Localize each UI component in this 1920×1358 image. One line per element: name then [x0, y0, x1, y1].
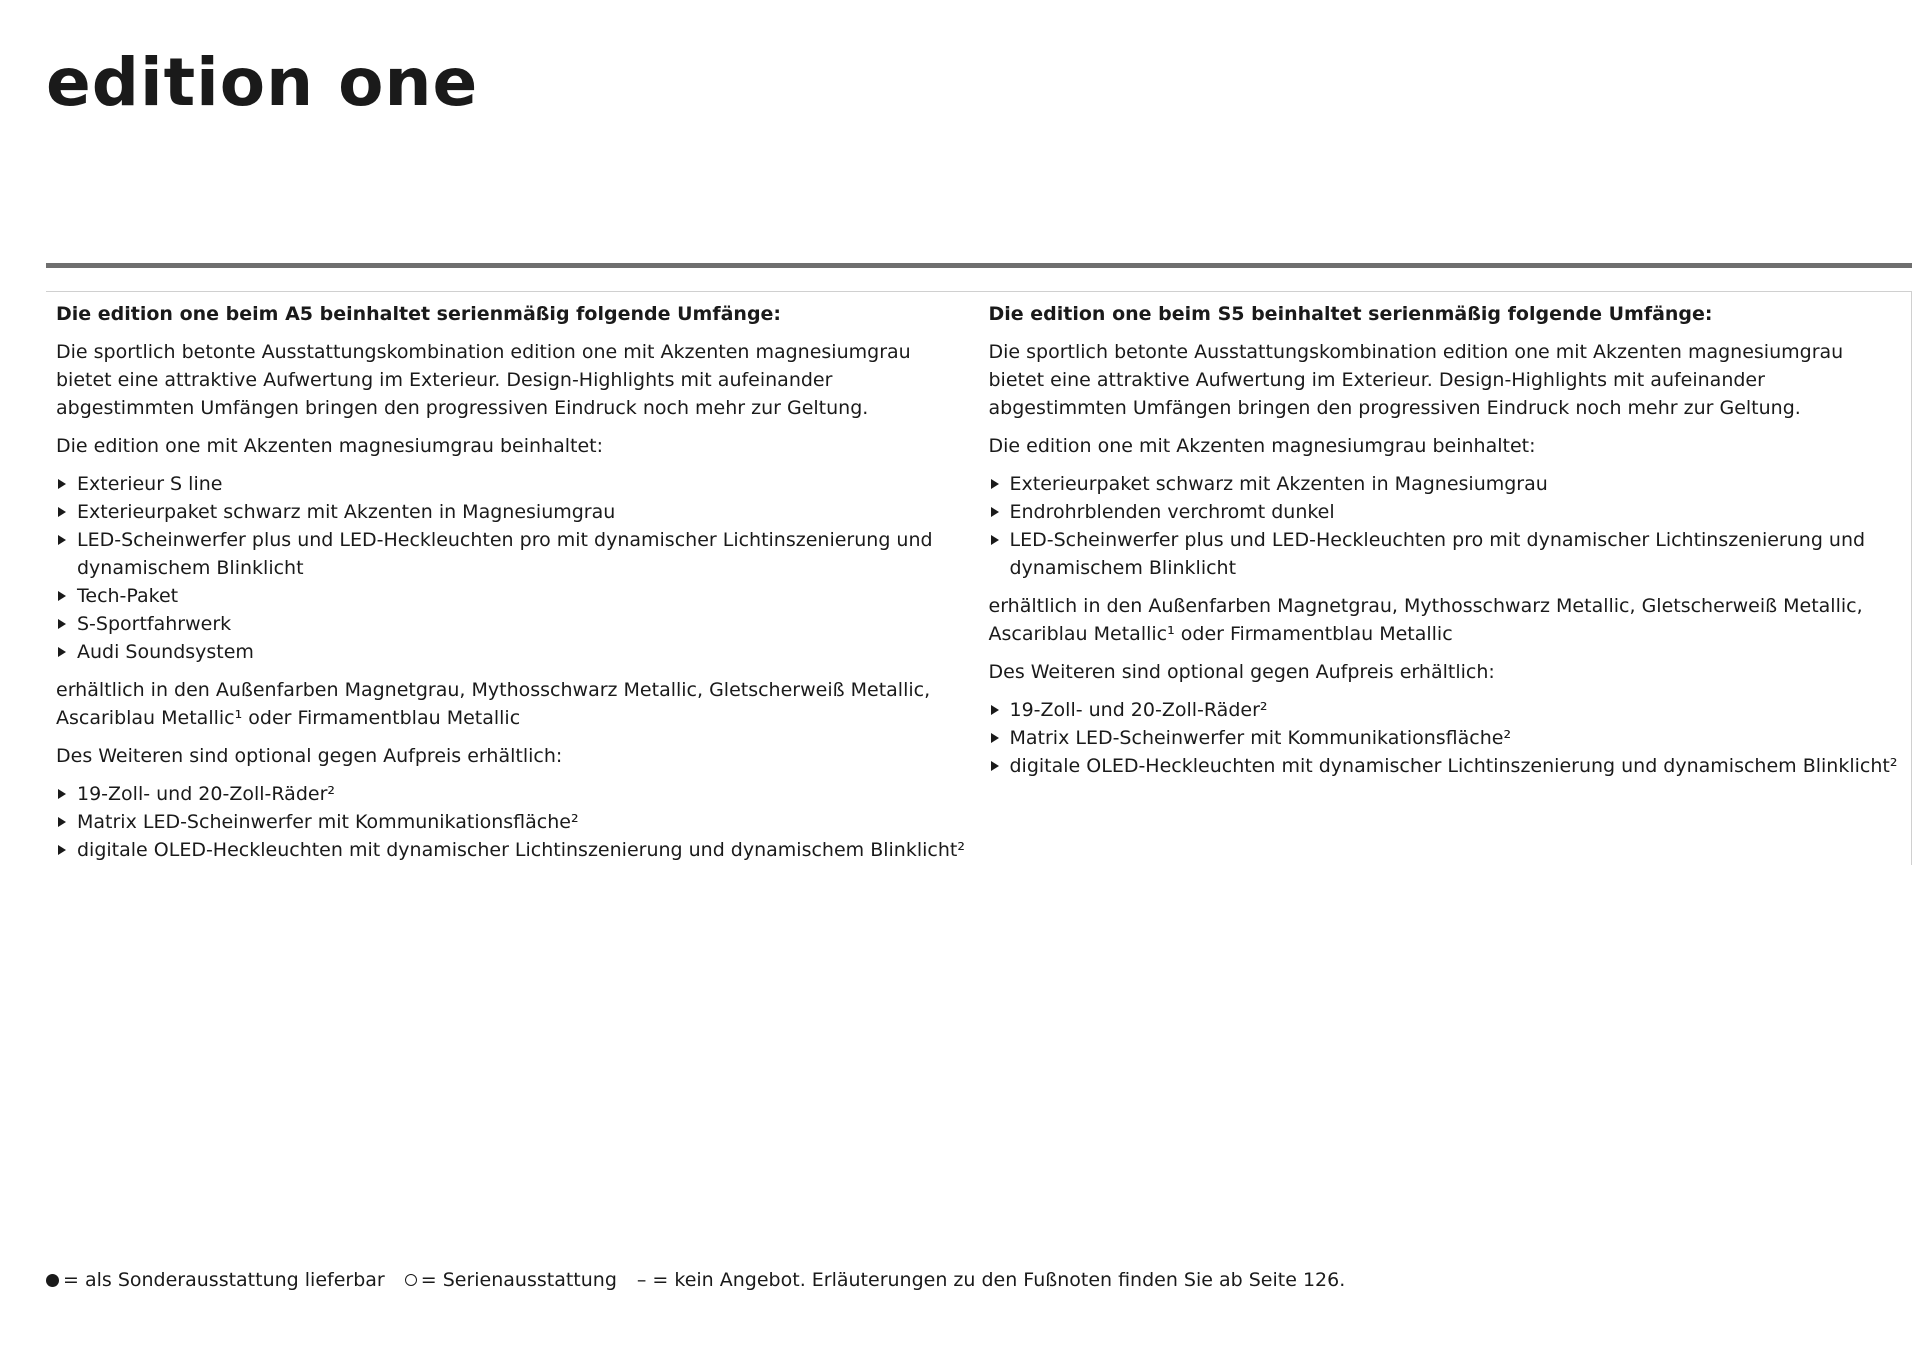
- s5-intro: Die sportlich betonte Ausstattungskombination edition one mit Akzenten magnesiumgrau bietet eine attraktive Aufwertung im Exterieur. Design-Highlights mit aufeinander abgestimmten Umfängen bringen den progressiven Eindruck noch mehr zur Geltung.: [988, 341, 1844, 419]
- list-item: Exterieurpaket schwarz mit Akzenten in Magnesiumgrau: [989, 470, 1902, 498]
- list-item: digitale OLED-Heckleuchten mit dynamischer Lichtinszenierung und dynamischem Blinklicht²: [989, 752, 1902, 780]
- a5-optional-label: Des Weiteren sind optional gegen Aufpreis erhältlich:: [56, 745, 563, 767]
- list-item: LED-Scheinwerfer plus und LED-Heckleuchten pro mit dynamischer Lichtinszenierung und dynamischem Blinklicht: [56, 526, 969, 582]
- list-item: Endrohrblenden verchromt dunkel: [989, 498, 1902, 526]
- a5-optional-list: [56, 780, 969, 864]
- list-item: Audi Soundsystem: [56, 638, 969, 666]
- bullet-triangle-icon: [991, 535, 999, 545]
- bullet-triangle-icon: [58, 535, 66, 545]
- a5-includes-list: [56, 470, 969, 666]
- optional-legend: = als Sonderausstattung lieferbar: [63, 1269, 385, 1291]
- s5-colors: erhältlich in den Außenfarben Magnetgrau, Mythosschwarz Metallic, Gletscherweiß Metallic, Ascariblau Metallic¹ oder Firmamentblau Metallic: [988, 595, 1863, 645]
- bullet-triangle-icon: [58, 789, 66, 799]
- a5-heading: Die edition one beim A5 beinhaltet serienmäßig folgende Umfänge:: [56, 303, 782, 325]
- header-divider: [46, 263, 1912, 268]
- list-item: Tech-Paket: [56, 582, 969, 610]
- page-title: edition one: [46, 44, 479, 121]
- s5-optional-list: [989, 696, 1902, 780]
- list-item: Matrix LED-Scheinwerfer mit Kommunikationsfläche²: [56, 808, 969, 836]
- a5-colors: erhältlich in den Außenfarben Magnetgrau, Mythosschwarz Metallic, Gletscherweiß Metallic, Ascariblau Metallic¹ oder Firmamentblau Metallic: [56, 679, 931, 729]
- bullet-triangle-icon: [991, 733, 999, 743]
- bullet-triangle-icon: [991, 705, 999, 715]
- filled-circle-icon: [46, 1274, 59, 1287]
- bullet-triangle-icon: [991, 507, 999, 517]
- a5-column: [46, 292, 979, 865]
- bullet-triangle-icon: [58, 647, 66, 657]
- list-item: Exterieur S line: [56, 470, 969, 498]
- a5-includes-label: Die edition one mit Akzenten magnesiumgrau beinhaltet:: [56, 435, 603, 457]
- bullet-triangle-icon: [58, 817, 66, 827]
- content-columns: [46, 291, 1912, 865]
- list-item: Exterieurpaket schwarz mit Akzenten in Magnesiumgrau: [56, 498, 969, 526]
- s5-column: [979, 292, 1912, 865]
- bullet-triangle-icon: [58, 845, 66, 855]
- list-item: 19-Zoll- und 20-Zoll-Räder²: [56, 780, 969, 808]
- s5-includes-label: Die edition one mit Akzenten magnesiumgrau beinhaltet:: [988, 435, 1536, 457]
- a5-intro: Die sportlich betonte Ausstattungskombination edition one mit Akzenten magnesiumgrau bietet eine attraktive Aufwertung im Exterieur. Design-Highlights mit aufeinander abgestimmten Umfängen bringen den progressiven Eindruck noch mehr zur Geltung.: [56, 341, 911, 419]
- bullet-triangle-icon: [58, 479, 66, 489]
- legend-footer: [46, 1266, 1345, 1294]
- list-item: S-Sportfahrwerk: [56, 610, 969, 638]
- list-item: Matrix LED-Scheinwerfer mit Kommunikationsfläche²: [989, 724, 1902, 752]
- standard-legend: = Serienausstattung: [420, 1269, 617, 1291]
- bullet-triangle-icon: [991, 479, 999, 489]
- bullet-triangle-icon: [58, 507, 66, 517]
- empty-circle-icon: [405, 1274, 417, 1286]
- bullet-triangle-icon: [58, 619, 66, 629]
- bullet-triangle-icon: [58, 591, 66, 601]
- list-item: LED-Scheinwerfer plus und LED-Heckleuchten pro mit dynamischer Lichtinszenierung und dynamischem Blinklicht: [989, 526, 1902, 582]
- s5-includes-list: [989, 470, 1902, 582]
- bullet-triangle-icon: [991, 761, 999, 771]
- s5-optional-label: Des Weiteren sind optional gegen Aufpreis erhältlich:: [988, 661, 1495, 683]
- list-item: digitale OLED-Heckleuchten mit dynamischer Lichtinszenierung und dynamischem Blinklicht²: [56, 836, 969, 864]
- none-legend: – = kein Angebot. Erläuterungen zu den Fußnoten finden Sie ab Seite 126.: [636, 1269, 1346, 1291]
- list-item: 19-Zoll- und 20-Zoll-Räder²: [989, 696, 1902, 724]
- s5-heading: Die edition one beim S5 beinhaltet serienmäßig folgende Umfänge:: [988, 303, 1713, 325]
